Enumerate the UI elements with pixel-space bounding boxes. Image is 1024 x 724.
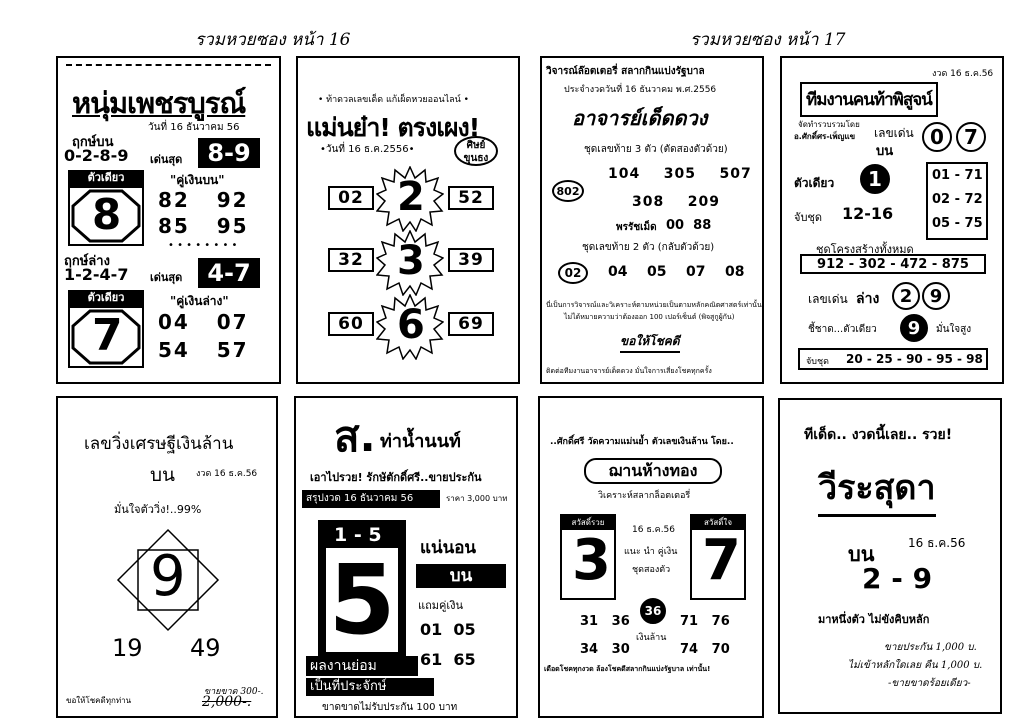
card6-bonus-b: 05	[453, 620, 476, 639]
card7-row1-left	[580, 614, 630, 629]
card1-pair-lower-b: 07	[216, 310, 249, 334]
card1-single-label: ตัวเดียว	[68, 170, 144, 186]
card3-two-d: 08	[724, 264, 745, 280]
card7-left: 3	[572, 528, 611, 593]
card4-hot-sub: บน	[876, 144, 894, 159]
card4-sure-label: ชี้ชาด...ตัวเดียว	[808, 324, 877, 335]
card7-row1-d: 76	[711, 614, 730, 629]
card1-lower-label: ฤกษ์ล่าง	[64, 254, 110, 269]
card8-title: วีระสุดา	[818, 460, 936, 517]
card6-title: ท่าน้ำนนท์	[380, 431, 461, 452]
card2-row1-left: 02	[328, 186, 374, 210]
card4-sure-suffix: มั่นใจสูง	[936, 324, 972, 335]
card8-date: 16 ธ.ค.56	[908, 536, 966, 550]
card1-upper-hot: 8-9	[198, 138, 260, 168]
card7-row2-right	[680, 642, 730, 657]
card4-hot-upper-b: 7	[956, 122, 986, 152]
card6-summary: สรุปงวด 16 ธันวาคม 56	[302, 490, 440, 508]
card1-pair-lower-d: 57	[216, 338, 249, 362]
card1-lower-hot: 4-7	[198, 258, 260, 288]
card3-note1: นี่เป็นการวิจารณ์และวิเคราะห์ตามหน่วยเป็นตามหลักคณิตศาสตร์เท่านั้น	[546, 301, 762, 309]
card5-luck: ขอให้โชคดีทุกท่าน	[66, 696, 132, 705]
card6-bonus-row1	[420, 620, 476, 639]
card3-three-label: ชุดเลขท้าย 3 ตัว (ตัดสองตัวด้วย)	[584, 144, 728, 155]
card3-two-c: 07	[685, 264, 706, 280]
card3-three-a: 104	[608, 166, 641, 182]
card6-footer2: เป็นที่ประจักษ์	[306, 678, 434, 696]
card4-single: 1	[860, 164, 890, 194]
card3-sign: ขอให้โชคดี	[620, 332, 680, 353]
card4-pair-b: 02 - 72	[932, 192, 983, 207]
card5-price-label: ขายขาด 300-.	[204, 687, 264, 697]
card2-badge-bottom: ขุนธง	[463, 153, 489, 164]
card6-bonus-d: 65	[453, 650, 476, 669]
card4-set-label: จับชุด	[794, 211, 823, 224]
card2-row3-left: 60	[328, 312, 374, 336]
card1-date: วันที่ 16 ธันวาคม 56	[148, 122, 240, 133]
card4-hot-upper-a: 0	[922, 122, 952, 152]
card1-pair-upper-row2	[158, 214, 249, 238]
card3-three-row2	[632, 194, 720, 210]
card7-subtitle: วิเคราะห์สลากล็อตเตอรี่	[598, 491, 691, 501]
card6-top-pair: 1 - 5	[334, 524, 382, 546]
card-maenyam	[296, 56, 520, 384]
card2-row3-right: 69	[448, 312, 494, 336]
card1-single-label-2: ตัวเดียว	[68, 290, 144, 306]
card8-intro: ทีเด็ด.. งวดนี้เลย.. รวย!	[804, 427, 953, 443]
card-num-petchabun	[56, 56, 281, 384]
card-weerasuda	[778, 398, 1002, 714]
card1-pair-lower-a: 04	[158, 310, 190, 334]
card2-tagline: • ท้าดวลเลขเด็ด แก้เผ็ดหวยออนไลน์ •	[318, 95, 469, 105]
card7-row2-c: 74	[680, 642, 699, 657]
card1-stars: • • • • • • • •	[168, 240, 238, 251]
card1-pair-upper-d: 95	[216, 214, 249, 238]
card7-row1-b: 36	[611, 614, 630, 629]
card7-date: 16 ธ.ค.56	[632, 525, 676, 535]
card2-row1-right: 52	[448, 186, 494, 210]
card6-footer3: ขาดขาดไม่รับประกัน 100 บาท	[322, 702, 458, 713]
card-tha-nam-non	[294, 396, 518, 718]
card3-special	[666, 218, 711, 233]
card7-left-box	[560, 514, 616, 600]
card1-lower-digits: 1-2-4-7	[64, 265, 129, 284]
card8-price3: -ขายขาดร้อยเดียว-	[888, 678, 971, 689]
card4-all-label: ชุดโครงสร้างทั้งหมด	[816, 243, 914, 256]
card4-final-label: จับชุด	[806, 357, 829, 367]
card3-title: อาจารย์เด็ดดวง	[572, 106, 708, 130]
card1-pair-lower-row1	[158, 310, 249, 334]
card4-hot-lower-b: 9	[922, 282, 950, 310]
card8-price1: ขายประกัน 1,000 บ.	[884, 642, 977, 653]
card4-pair-c: 05 - 75	[932, 216, 983, 231]
card3-header2: ประจำงวดวันที่ 16 ธันวาคม พ.ศ.2556	[564, 85, 717, 95]
card1-upper-label: ฤกษ์บน	[72, 135, 114, 150]
card3-three-d: 308	[632, 194, 665, 210]
card5-title: เลขวิ่งเศรษฐีเงินล้าน	[84, 434, 234, 454]
card4-sure: 9	[900, 314, 928, 342]
card3-three-row1	[608, 166, 752, 182]
card8-upper: บน	[848, 542, 875, 566]
card4-pairs-box	[926, 162, 988, 240]
card4-set: 12-16	[842, 204, 894, 223]
card3-note2: ไม่ได้หมายความว่าต้องออก 100 เปอร์เซ็นต์ (พิจสูกูผู้กัน)	[564, 313, 735, 321]
card2-title: แม่นย๋า! ตรงเผง!	[306, 113, 480, 142]
card7-row1-right	[680, 614, 730, 629]
card-ajarn-deddoung	[540, 56, 764, 384]
card6-bonus-row2	[420, 650, 476, 669]
card-team-prove	[780, 56, 1004, 384]
card1-single-upper: 8	[92, 190, 122, 239]
card3-three-b: 305	[663, 166, 696, 182]
card4-single-label: ตัวเดียว	[794, 176, 835, 190]
card5-price: 2,000-.	[202, 694, 252, 710]
card2-row2-right: 39	[448, 248, 494, 272]
card7-row1-c: 71	[680, 614, 699, 629]
card3-two-b: 05	[646, 264, 667, 280]
card3-two-label: ชุดเลขท้าย 2 ตัว (กลับตัวด้วย)	[582, 242, 715, 253]
card4-hot-lower-label: เลขเด่น	[808, 292, 848, 306]
card1-single-lower: 7	[92, 310, 123, 361]
card-setthi	[56, 396, 278, 718]
card4-all: 912 - 302 - 472 - 875	[800, 254, 986, 274]
card1-upper-digits: 0-2-8-9	[64, 146, 129, 165]
card7-row2-b: 30	[611, 642, 630, 657]
card5-left: 19	[112, 634, 143, 662]
card1-pair-upper-a: 82	[158, 188, 190, 212]
card7-intro: ..ศักดิ์ศรี วัดความแม่นย้ำ ตัวเลขเงินล้าน โดย..	[550, 437, 734, 447]
card5-confidence: มั่นใจตัววิ่ง!..99%	[114, 503, 202, 516]
card5-sub: บน	[150, 464, 176, 486]
card6-tagline: เอาไปรวย! รักษัตักดิ์ศรี..ขายประกัน	[310, 471, 482, 484]
card4-by2: อ.ศักดิ์ศร-เพ็ญแข	[794, 132, 856, 141]
page-header-right: รวมหวยซอง หน้า 17	[690, 30, 846, 50]
card1-pair-upper-row1	[158, 188, 268, 212]
card8-pair: 2 - 9	[862, 562, 933, 595]
card4-hot-lower-sub: ล่าง	[856, 291, 880, 307]
card6-big: 5	[326, 548, 398, 652]
card1-single-upper-box	[68, 186, 144, 246]
card4-pair-a: 01 - 71	[932, 168, 983, 183]
card1-pair-lower-label: "คู่เงินล่าง"	[170, 294, 229, 308]
card8-note: มาหนึ่งตัว ไม่ขังคิบหลัก	[818, 613, 930, 626]
card3-special-label: พรรัชเม็ด	[616, 222, 657, 233]
card3-special-a: 00	[666, 218, 685, 233]
card7-row2-d: 70	[711, 642, 730, 657]
card3-header1: วิจารณ์ล๊อตเตอรี่ สลากกินแบ่งรัฐบาล	[546, 66, 705, 77]
card5-center: 9	[150, 544, 186, 609]
card2-row1-center: 2	[397, 174, 425, 220]
card1-title: หนุ่มเพชรบูรณ์	[72, 86, 246, 120]
page-header-left: รวมหวยซอง หน้า 16	[195, 30, 351, 50]
card1-pair-lower-row2	[158, 338, 249, 362]
card6-big-box	[318, 520, 406, 658]
card2-date: •วันที่ 16 ธ.ค.2556•	[320, 144, 415, 155]
card6-bonus-label: แถมคู่เงิน	[418, 599, 464, 612]
card4-final-box	[798, 348, 988, 370]
card1-pair-lower-c: 54	[158, 338, 190, 362]
card4-final: 20 - 25 - 90 - 95 - 98	[846, 352, 983, 366]
card6-bonus-a: 01	[420, 620, 443, 639]
card6-price: ราคา 3,000 บาท	[446, 494, 508, 503]
card7-row1-a: 31	[580, 614, 599, 629]
card7-footer: เดือดโชคทุกงวด ล้องโชคดีสลากกินแบ่งรัฐบาล เท่านั้น!	[544, 665, 711, 673]
card6-footer1: ผลงานย่อม	[306, 656, 418, 676]
card3-circle2: 02	[558, 262, 588, 284]
card6-upper: บน	[416, 564, 506, 588]
card3-special-b: 88	[693, 218, 712, 233]
card2-row2-center: 3	[397, 238, 425, 284]
card8-price2: ไม่เข้าหลักใดเลย คืน 1,000 บ.	[848, 660, 983, 671]
card7-row2-left	[580, 642, 630, 657]
card6-title-big: ส.	[334, 412, 376, 461]
card7-mid1: แนะ นำ คู่เงิน	[624, 547, 678, 557]
card7-right-label: สวัสดิ์ใจ	[692, 516, 744, 530]
card7-mid3: เงินล้าน	[636, 633, 667, 643]
card7-title: ฌานห้างทอง	[584, 458, 722, 484]
card7-circle: 36	[640, 598, 666, 624]
card1-pair-upper-b: 92	[216, 188, 249, 212]
card1-upper-hot-label: เด่นสุด	[150, 153, 183, 166]
card4-hot-lower-a: 2	[892, 282, 920, 310]
card4-date: งวด 16 ธ.ค.56	[932, 69, 994, 79]
card7-right: 7	[702, 528, 741, 593]
card2-badge-top: ศิษย์	[466, 140, 486, 151]
card7-right-box	[690, 514, 746, 600]
card1-lower-hot-label: เด่นสุด	[150, 271, 183, 284]
card5-right: 49	[190, 634, 221, 662]
card1-pair-upper-c: 85	[158, 214, 190, 238]
card2-badge	[454, 136, 498, 166]
card3-circle3: 802	[552, 180, 584, 202]
card7-mid2: ชุดสองตัว	[632, 565, 671, 575]
card3-two-a: 04	[608, 264, 628, 280]
card6-bonus-c: 61	[420, 650, 443, 669]
card1-single-lower-box	[68, 306, 144, 368]
card4-by1: จัดทำรวบรวมโดย	[798, 120, 860, 129]
card7-row2-a: 34	[580, 642, 599, 657]
card5-date: งวด 16 ธ.ค.56	[196, 469, 258, 479]
card3-two-row	[608, 264, 744, 280]
card6-sure: แน่นอน	[420, 538, 477, 558]
card2-row3-center: 6	[397, 302, 425, 348]
card3-three-e: 209	[687, 194, 720, 210]
card3-three-c: 507	[719, 166, 752, 182]
card2-row2-left: 32	[328, 248, 374, 272]
card-chan-hang-thong	[538, 396, 764, 718]
card3-footer: ติดต่อทีมงานอาจารย์เด็ดดวง มั่นใจการเสี่ยงโชคทุกครั้ง	[546, 367, 712, 375]
card1-pair-upper-label: "คู่เงินบน"	[170, 173, 225, 187]
card7-left-label: สวัสดิ์รวย	[562, 516, 614, 530]
card4-hot-label: เลขเด่น	[874, 126, 914, 140]
card4-title: ทีมงานคนท้าพิสูจน์	[800, 82, 938, 117]
